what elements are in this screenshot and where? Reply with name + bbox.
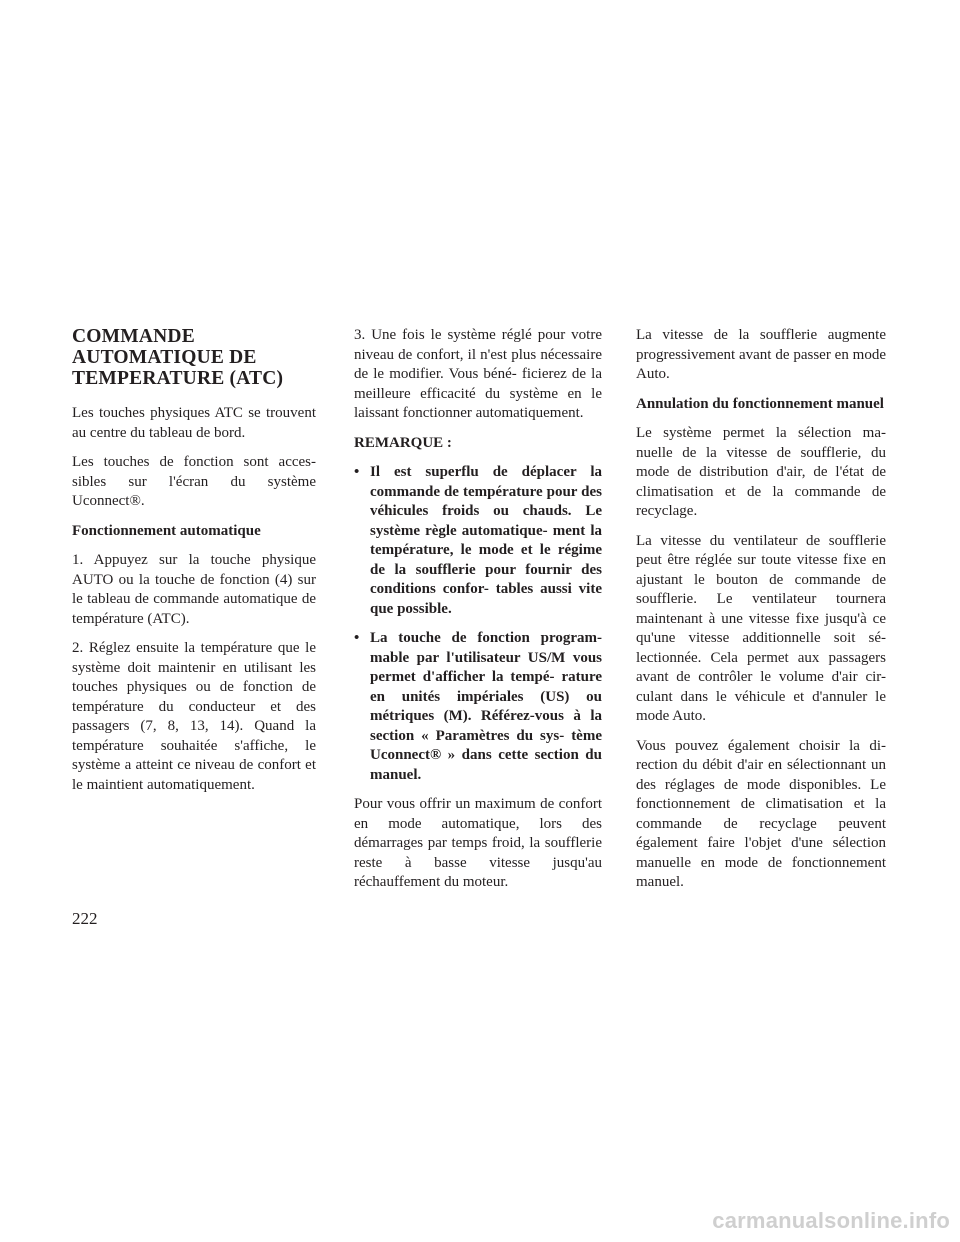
list-item bbox=[354, 463, 602, 619]
watermark: carmanualsonline.info bbox=[712, 1208, 950, 1233]
note-list bbox=[354, 463, 602, 785]
column-3 bbox=[636, 326, 886, 903]
paragraph: La vitesse de la soufflerie augmente progressivement avant de passer en mode Auto. bbox=[636, 327, 886, 382]
step-3: 3. Une fois le système réglé pour votre niveau de confort, il n'est plus nécessaire de le modifier. Vous béné- ficierez de la meilleure efficacité du système en le laissant fonctionner automatiquement. bbox=[354, 327, 602, 421]
section-title: COMMANDE AUTOMATIQUE DE TEMPERATURE (ATC) bbox=[72, 326, 284, 389]
page-number: 222 bbox=[72, 909, 98, 928]
paragraph: La vitesse du ventilateur de soufflerie peut être réglée sur toute vitesse fixe en ajustant le bouton de commande de soufflerie. Le ventilateur tournera maintenant à une vitesse fixe jusqu'à ce qu'une vitesse additionnelle soit sé- lectionnée. Cela permet aux passagers avant de contrôler le volume d'air cir- culant dans le véhicule et d'annuler le mode Auto. bbox=[636, 532, 886, 724]
paragraph: Le système permet la sélection ma- nuelle de la vitesse de soufflerie, du mode de distribution d'air, de l'état de climatisation et de la commande de recyclage. bbox=[636, 425, 886, 519]
note-label: REMARQUE : bbox=[354, 434, 452, 451]
paragraph: Les touches physiques ATC se trouvent au centre du tableau de bord. bbox=[72, 405, 316, 441]
subheading-manual-override: Annulation du fonctionnement manuel bbox=[636, 395, 884, 412]
note-text: La touche de fonction program- mable par l'utilisateur US/M vous permet d'afficher la tempé- rature en unités impériales (US) ou métriques (M). Référez-vous à la section « Paramètres du sys- tème Uconnect® » dans cette section du manuel. bbox=[370, 630, 602, 783]
note-text: Il est superflu de déplacer la commande de température pour des véhicules froids ou chauds. Le système règle automatique- ment la température, le mode et le régime de la soufflerie pour fournir des conditions confor- tables aussi vite que possible. bbox=[370, 464, 602, 617]
subheading-automatic-operation: Fonctionnement automatique bbox=[72, 522, 261, 539]
step-1: 1. Appuyez sur la touche physique AUTO ou la touche de fonction (4) sur le tableau de commande automatique de température (ATC). bbox=[72, 552, 316, 627]
bullet-icon: • bbox=[354, 464, 360, 480]
step-2: 2. Réglez ensuite la température que le système doit maintenir en utilisant les touches physiques ou de fonction de température du conducteur et des passagers (7, 8, 13, 14). Quand la température souhaitée s'affiche, le système a atteint ce niveau de confort et le maintient automatiquement. bbox=[72, 640, 316, 793]
bullet-icon: • bbox=[354, 630, 360, 646]
paragraph: Vous pouvez également choisir la di- rection du débit d'air en sélectionnant un des réglages de mode disponibles. Le fonctionnement de climatisation et la commande de recyclage peuvent également faire l'objet d'une sélection manuelle en mode de fonctionnement manuel. bbox=[636, 737, 886, 890]
paragraph: Les touches de fonction sont acces- sibles sur l'écran du système Uconnect®. bbox=[72, 454, 316, 509]
paragraph: Pour vous offrir un maximum de confort en mode automatique, lors des démarrages par temps froid, la soufflerie reste à basse vitesse jusqu'au réchauffement du moteur. bbox=[354, 796, 602, 890]
column-2 bbox=[354, 326, 602, 903]
list-item bbox=[354, 629, 602, 785]
column-1 bbox=[72, 326, 316, 805]
